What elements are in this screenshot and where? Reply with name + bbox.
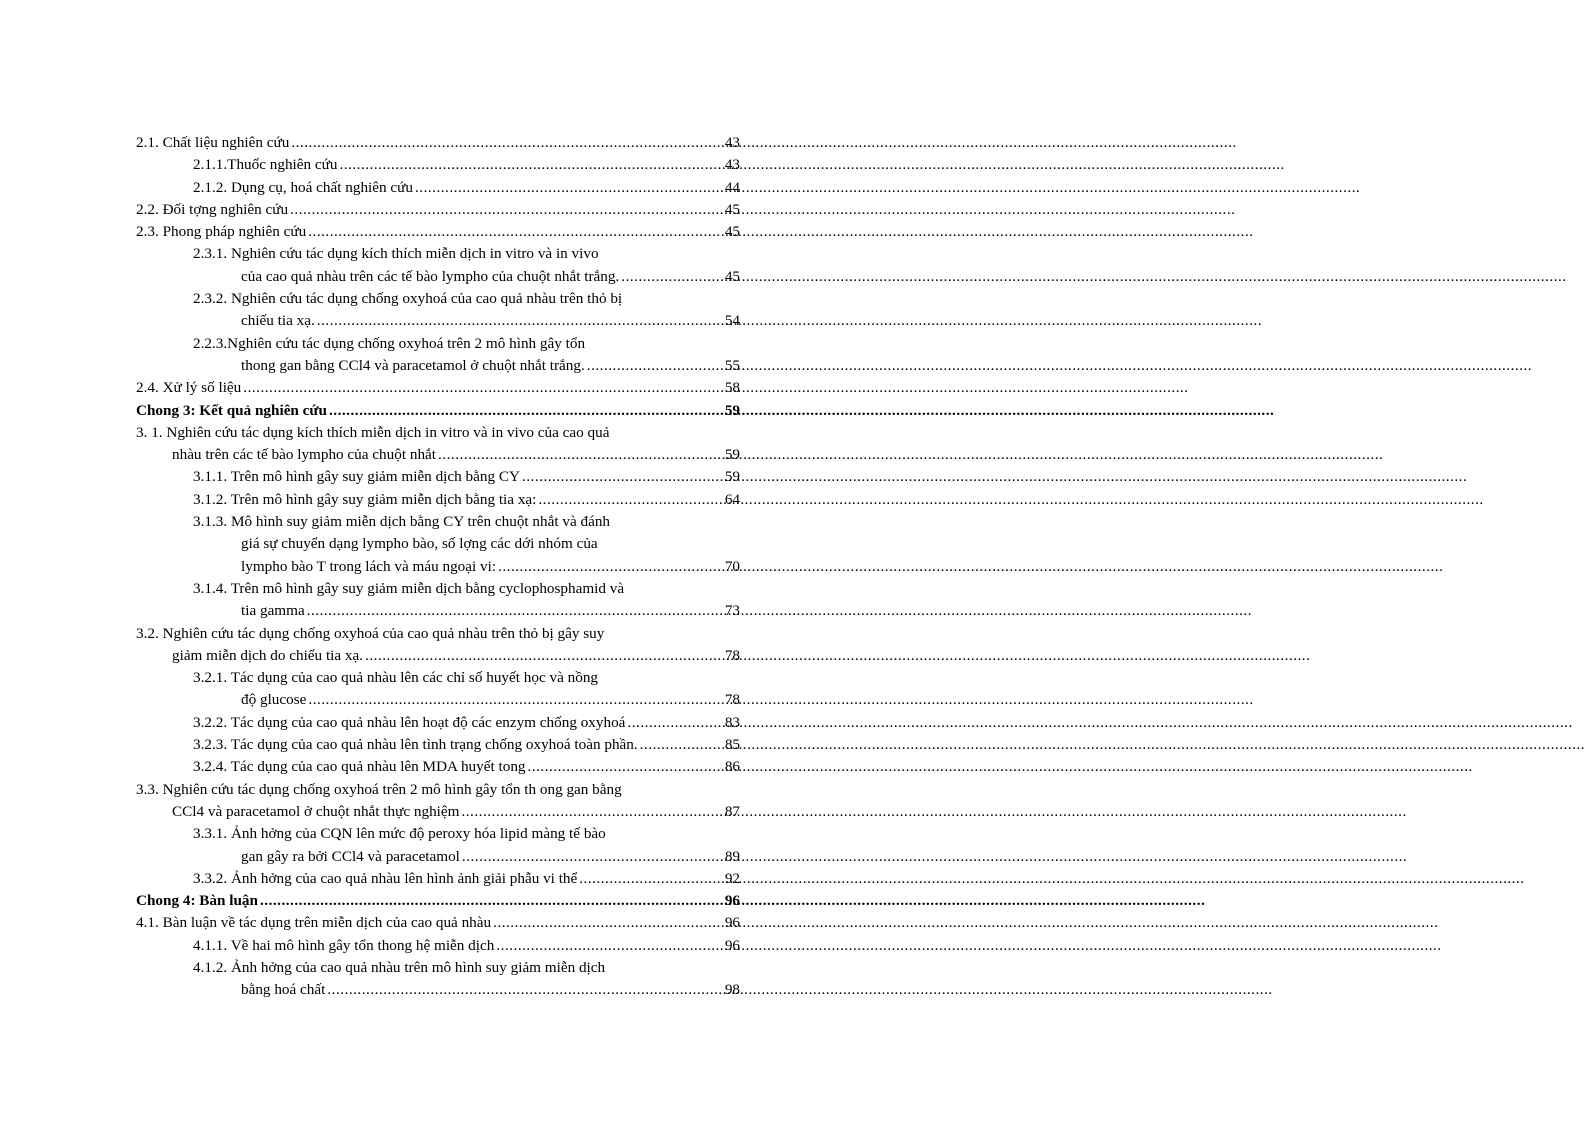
toc-entry-line [136,623,740,645]
toc-page-number: 45 [724,200,740,218]
toc-entry-title: CCl4 và paracetamol ở chuột nhắt thực nghiệm [172,802,460,820]
table-of-contents [136,132,740,1002]
toc-entry-line [241,600,740,622]
toc-dot-leader [438,444,724,466]
toc-entry-line [241,266,740,288]
toc-dot-leader [621,266,724,288]
toc-entry-line [136,400,740,422]
toc-entry-title: lympho bào T trong lách và máu ngoại vi: [241,557,497,575]
toc-page-number: 43 [724,134,740,151]
toc-entry-title: 3.2.1. Tác dụng của cao quả nhàu lên các chỉ số huyết học và nồng [193,669,599,687]
toc-dot-leader [317,310,724,332]
toc-entry-title: 3.3.1. Ảnh hởng của CQN lên mức độ peroxy hóa lipid màng tế bào [193,825,606,843]
toc-entry-title: bằng hoá chất [241,981,326,999]
toc-entry-line [241,979,740,1001]
toc-entry-title: gan gây ra bởi CCl4 và paracetamol [241,847,460,865]
toc-entry-title: giảm miễn dịch do chiếu tia xạ. [172,646,364,664]
toc-page-number: 73 [724,602,740,620]
toc-page-number: 78 [724,691,740,709]
toc-page-number: 59 [724,468,740,486]
toc-entry-title: 3. 1. Nghiên cứu tác dụng kích thích miễn dịch in vitro và in vivo của cao quả [136,423,610,441]
toc-entry-line [241,846,740,868]
toc-entry-title: 2.3.2. Nghiên cứu tác dụng chống oxyhoá của cao quả nhàu trên thỏ bị [193,290,623,308]
toc-entry-line [193,333,740,355]
toc-dot-leader [522,466,724,488]
toc-entry-line [193,935,740,957]
toc-dot-leader [538,489,723,511]
toc-dot-leader [327,979,723,1001]
toc-entry-title: 3.2.2. Tác dụng của cao quả nhàu lên hoạt độ các enzym chống oxyhoá [193,713,626,731]
toc-entry-line [136,199,740,221]
toc-entry-line [193,756,740,778]
toc-entry-line [136,890,740,912]
toc-entry-line [136,132,740,154]
toc-entry-title: nhàu trên các tế bào lympho của chuột nhắt [172,446,436,464]
toc-entry-line [136,779,740,801]
toc-dot-leader [308,689,723,711]
toc-entry-title: độ glucose [241,691,307,709]
toc-entry-title: Chong 3: Kết quả nghiên cứu [136,401,327,419]
toc-entry-line [136,912,740,934]
toc-entry-line [193,734,740,756]
toc-entry-line [172,801,740,823]
toc-entry-title: của cao quả nhàu trên các tế bào lympho của chuột nhắt trắng. [241,267,620,285]
toc-dot-leader [627,712,723,734]
toc-page-number: 54 [724,312,740,330]
toc-dot-leader [307,600,724,622]
toc-entry-line [241,689,740,711]
toc-entry-title: 4.1. Bàn luận về tác dụng trên miễn dịch của cao quả nhàu [136,914,492,932]
toc-entry-line [241,533,740,555]
toc-entry-title: 3.3.2. Ảnh hởng của cao quả nhàu lên hình ảnh giải phẫu vi thể [193,869,578,887]
toc-entry-title: 3.3. Nghiên cứu tác dụng chống oxyhoá trên 2 mô hình gây tổn th ong gan bằng [136,780,622,798]
toc-entry-title: 4.1.2. Ảnh hởng của cao quả nhàu trên mô hình suy giảm miễn dịch [193,958,606,976]
toc-page-number: 92 [724,869,740,887]
toc-entry-line [172,444,740,466]
toc-entry-title: 3.1.2. Trên mô hình gây suy giảm miễn dịch bằng tia xạ: [193,490,537,508]
toc-dot-leader [528,756,724,778]
toc-page-number: 89 [724,847,740,865]
toc-entry-line [136,377,740,399]
toc-entry-title: 2.3.1. Nghiên cứu tác dụng kích thích miễn dịch in vitro và in vivo [193,245,599,263]
toc-entry-line [136,422,740,444]
toc-dot-leader [243,377,724,399]
toc-page-number: 58 [724,379,740,397]
toc-dot-leader [365,645,724,667]
toc-page-number: 86 [724,758,740,776]
toc-page-number: 70 [724,557,740,575]
toc-page-number: 96 [724,914,740,932]
toc-page-number: 59 [724,446,740,464]
toc-entry-title: 3.1.1. Trên mô hình gây suy giảm miễn dịch bằng CY [193,468,520,486]
toc-page-number: 43 [724,156,740,174]
toc-dot-leader [308,221,724,243]
toc-entry-line [193,667,740,689]
toc-entry-line [136,221,740,243]
toc-dot-leader [496,935,723,957]
toc-dot-leader [498,556,724,578]
toc-entry-line [193,712,740,734]
toc-entry-title: chiếu tia xạ. [241,312,315,330]
toc-dot-leader [329,400,724,422]
toc-entry-title: 2.1. Chất liệu nghiên cứu [136,134,290,151]
toc-entry-line [193,511,740,533]
toc-entry-line [193,578,740,600]
toc-dot-leader [415,177,724,199]
toc-entry-title: thong gan bằng CCl4 và paracetamol ở chuột nhắt trắng. [241,356,585,374]
toc-entry-line [193,466,740,488]
toc-entry-line [193,288,740,310]
toc-entry-title: 2.4. Xử lý số liệu [136,379,242,397]
toc-page-number: 78 [724,646,740,664]
toc-entry-title: 3.2.4. Tác dụng của cao quả nhàu lên MDA huyết tong [193,758,526,776]
toc-entry-line [193,823,740,845]
toc-page-number: 44 [724,178,740,196]
toc-page-number: 96 [724,936,740,954]
toc-entry-title: 3.2.3. Tác dụng của cao quả nhàu lên tình trạng chống oxyhoá toàn phần. [193,736,638,754]
toc-entry-title: Chong 4: Bàn luận [136,892,258,910]
toc-entry-line [193,868,740,890]
toc-entry-line [172,645,740,667]
toc-entry-title: 2.2. Đối tợng nghiên cứu [136,200,289,218]
toc-page-number: 96 [724,892,740,910]
toc-page-number: 83 [724,713,740,731]
toc-page-number: 45 [724,267,740,285]
toc-dot-leader [462,846,724,868]
toc-entry-title: 4.1.1. Về hai mô hình gây tổn thong hệ miễn dịch [193,936,495,954]
toc-page-number: 55 [724,356,740,374]
toc-dot-leader [290,199,724,221]
toc-page-number: 98 [724,981,740,999]
toc-entry-title: 2.2.3.Nghiên cứu tác dụng chống oxyhoá trên 2 mô hình gây tổn [193,334,586,352]
toc-entry-title: 3.2. Nghiên cứu tác dụng chống oxyhoá của cao quả nhàu trên thỏ bị gây suy [136,624,605,642]
toc-entry-title: 2.1.1.Thuốc nghiên cứu [193,156,338,174]
toc-entry-title: 2.1.2. Dụng cụ, hoá chất nghiên cứu [193,178,413,196]
toc-entry-title: 3.1.3. Mô hình suy giảm miễn dịch bằng CY trên chuột nhắt và đánh [193,513,611,531]
toc-dot-leader [579,868,724,890]
toc-page-number: 64 [724,490,740,508]
toc-page-number: 85 [724,736,740,754]
toc-dot-leader [461,801,723,823]
toc-dot-leader [291,132,723,154]
toc-page-number: 87 [724,802,740,820]
toc-entry-line [241,310,740,332]
toc-dot-leader [260,890,724,912]
toc-entry-line [241,355,740,377]
toc-dot-leader [339,154,723,176]
toc-entry-title: 2.3. Phong pháp nghiên cứu [136,223,307,241]
toc-dot-leader [587,355,724,377]
toc-entry-title: tia gamma [241,602,305,620]
toc-entry-line [193,243,740,265]
toc-entry-title: 3.1.4. Trên mô hình gây suy giảm miễn dịch bằng cyclophosphamid và [193,579,625,597]
toc-dot-leader [640,734,724,756]
toc-entry-line [193,489,740,511]
toc-page-number: 45 [724,223,740,241]
toc-page-number: 59 [724,401,740,419]
toc-entry-line [193,154,740,176]
toc-entry-line [241,556,740,578]
toc-entry-line [193,177,740,199]
toc-dot-leader [493,912,724,934]
toc-entry-line [193,957,740,979]
toc-entry-title: giá sự chuyển dạng lympho bào, số lợng các dới nhóm của [241,535,598,553]
